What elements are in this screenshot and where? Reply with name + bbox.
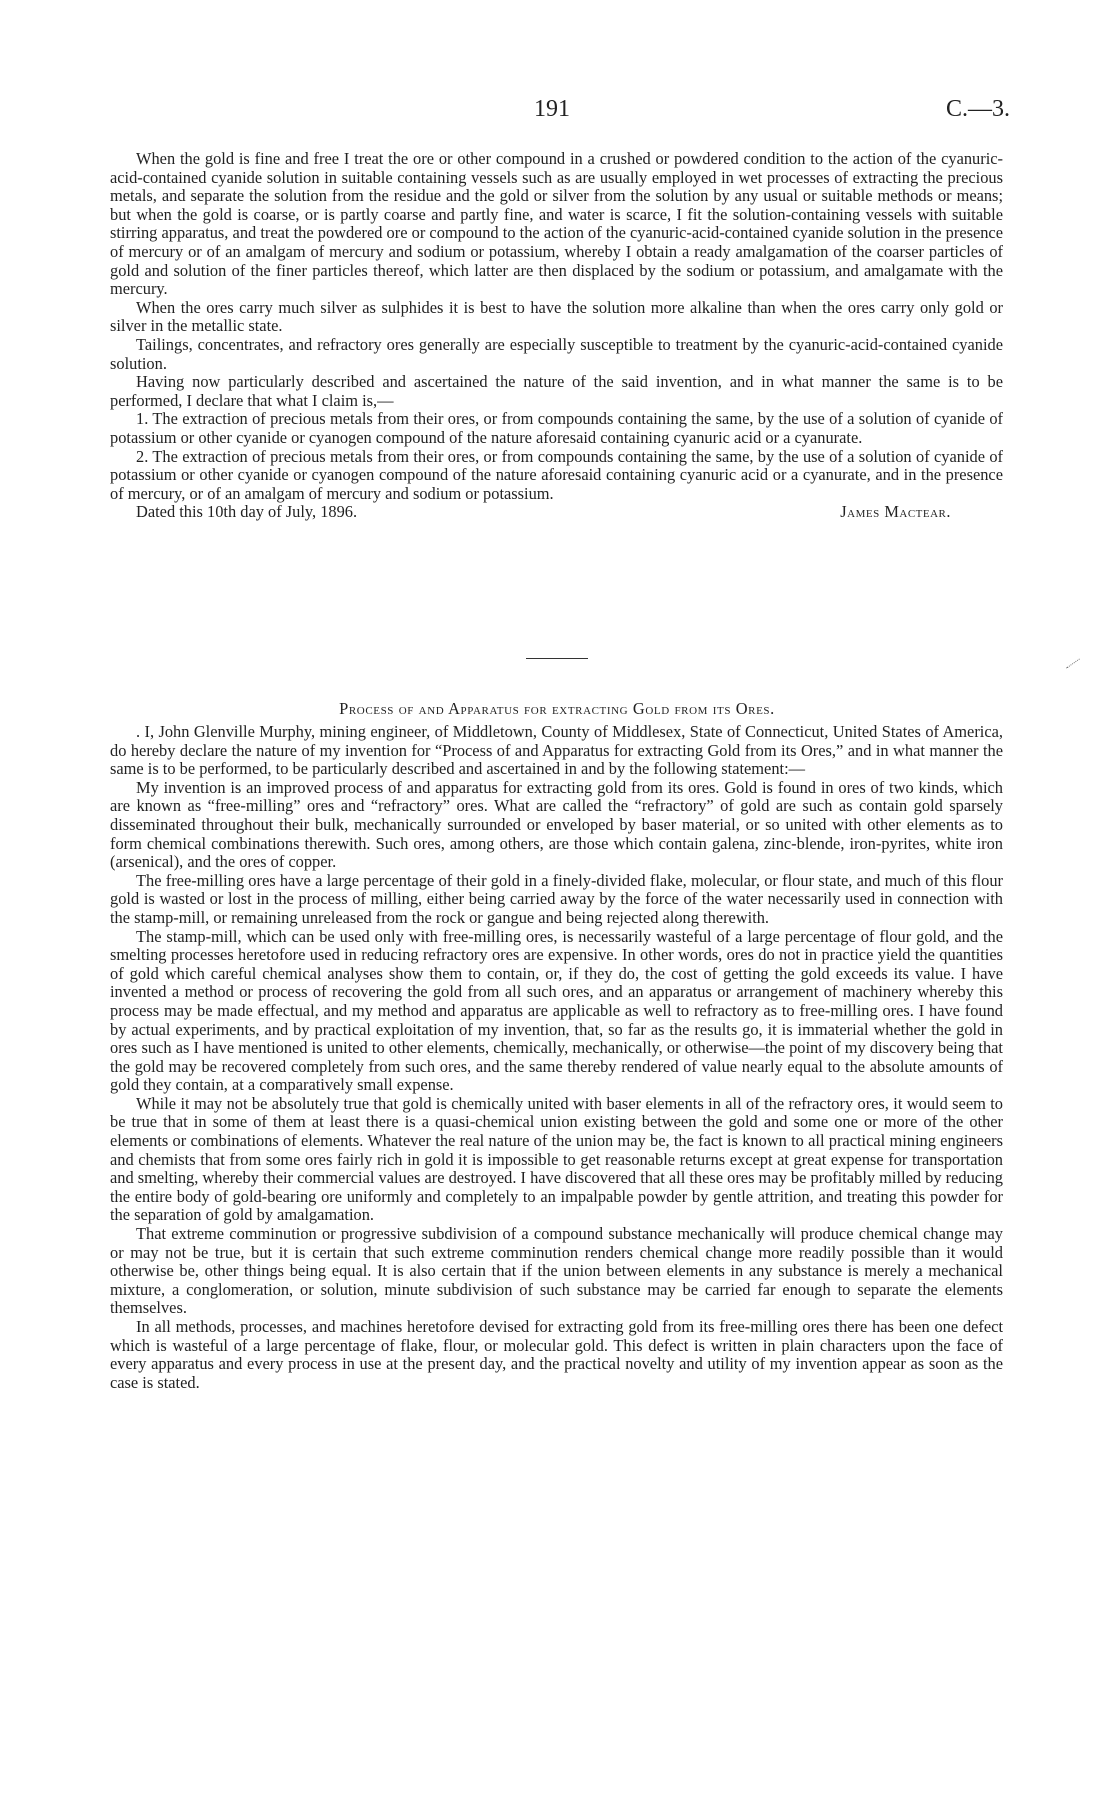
paragraph: While it may not be absolutely true that gold is chemically united with baser elements in all of the refractory ores, it would seem to be true that in some of them at least there is a quasi-chemical union existing between the gold and some one or more of the other elements or combinations of elements. Whatever the real nature of the union may be, the fact is known to all practical mining engineers and chemists that from some ores fairly rich in gold it is impossible to get reasonable returns except at great expense for transportation and smelting, whereby their commercial values are destroyed. I have discovered that all these ores may be profitably milled by reducing the entire body of gold-bearing ore uniformly and completely to an impalpable powder by gentle attrition, and treating this powder for the separation of gold by amalgamation. — [110, 1093, 1003, 1225]
paragraph: . I, John Glenville Murphy, mining engineer, of Middletown, County of Middlesex, State of Connecticut, United States of America, do hereby declare the nature of my invention for “Process of and Apparatus for extracting Gold from its Ores,” and in what manner the same is to be performed, to be particularly described and ascertained in and by the following statement:— — [110, 722, 1003, 779]
date-line: Dated this 10th day of July, 1896. — [136, 502, 358, 522]
paragraph: In all methods, processes, and machines heretofore devised for extracting gold from its free-milling ores there has been one defect which is wasteful of a large percentage of flake, flour, or molecular gold. This defect is written in plain characters upon the face of every apparatus and every process in use at the present day, and the practical novelty and utility of my invention appear as soon as the case is stated. — [110, 1317, 1003, 1392]
signature-line — [110, 503, 1003, 522]
paragraph: The free-milling ores have a large percentage of their gold in a finely-divided flake, molecular, or flour state, and much of this flour gold is wasted or lost in the process of milling, either being carried away by the force of the water necessarily used in connection with the stamp-mill, or remaining unreleased from the rock or gangue and being rejected along therewith. — [110, 870, 1003, 927]
document-code: C.—3. — [946, 96, 1011, 122]
signatory-name: James Mactear. — [840, 502, 951, 522]
page-header — [0, 96, 1114, 126]
section-divider — [526, 658, 588, 659]
paragraph: When the ores carry much silver as sulphides it is best to have the solution more alkaline than when the ores carry only gold or silver in the metallic state. — [110, 297, 1003, 336]
paragraph: When the gold is fine and free I treat the ore or other compound in a crushed or powdered condition to the action of the cyanuric-acid-contained cyanide solution in suitable containing vessels such as are usually employed in wet processes of extracting the precious metals, and separate the solution from the residue and the gold or silver from the solution by any usual or suitable methods or means; but when the gold is coarse, or is partly coarse and partly fine, and water is scarce, I fit the solution-containing vessels with suitable stirring apparatus, and treat the powdered ore or compound to the action of the cyanuric-acid-contained cyanide solution in the presence of mercury or of an amalgam of mercury and sodium or potassium, whereby I obtain a ready amalgamation of the coarser particles of gold and solution of the finer particles thereof, which latter are then displaced by the sodium or potassium, and amalgamate with the mercury. — [110, 149, 1003, 299]
section-murphy-specification — [110, 723, 1003, 1392]
paragraph: That extreme comminution or progressive subdivision of a compound substance mechanically will produce chemical change may or may not be true, but it is certain that such extreme comminution renders chemical change more readily possible than it would otherwise be, other things being equal. It is also certain that if the union between elements in any substance is merely a mechanical mixture, a conglomeration, or solution, minute subdivision of such substance may be carried far enough to separate the elements themselves. — [110, 1224, 1003, 1318]
paragraph: Having now particularly described and ascertained the nature of the said invention, and in what manner the same is to be performed, I declare that what I claim is,— — [110, 372, 1003, 410]
paragraph: The stamp-mill, which can be used only with free-milling ores, is necessarily wasteful of a large percentage of flour gold, and the smelting processes heretofore used in reducing refractory ores are expensive. In other words, ores do not in practice yield the quantities of gold which careful chemical analyses show them to contain, or, if they do, the cost of getting the gold exceeds its value. I have invented a method or process of recovering the gold from all such ores, and an apparatus or arrangement of machinery whereby this process may be made effectual, and my method and apparatus are applicable as well to refractory as to free-milling ores. I have found by actual experiments, and by practical exploitation of my invention, that, so far as the results go, it is immaterial whether the gold in ores such as I have mentioned is united to other elements, chemically, mechanically, or otherwise—the point of my discovery being that the gold may be recovered completely from such ores, and the same thereby rendered of value nearly equal to the absolute amounts of gold they contain, at a comparatively small expense. — [110, 926, 1003, 1095]
stray-mark — [1066, 659, 1080, 669]
claim-1: 1. The extraction of precious metals from their ores, or from compounds containing the same, by the use of a solution of cyanide of potassium or other cyanide or cyanogen compound of the nature aforesaid containing cyanuric acid or a cyanurate. — [110, 409, 1003, 447]
section-heading: Process of and Apparatus for extracting Gold from its Ores. — [339, 699, 775, 718]
paragraph: Tailings, concentrates, and refractory ores generally are especially susceptible to treatment by the cyanuric-acid-contained cyanide solution. — [110, 334, 1003, 373]
claim-2: 2. The extraction of precious metals from their ores, or from compounds containing the same, by the use of a solution of cyanide of potassium or other cyanide or cyanogen compound of the nature aforesaid containing cyanuric acid or a cyanurate, and in the presence of mercury, or of an amalgam of mercury and sodium or potassium. — [110, 446, 1003, 503]
section-cyanide-claims — [110, 150, 1003, 522]
paragraph: My invention is an improved process of and apparatus for extracting gold from its ores. Gold is found in ores of two kinds, which are known as “free-milling” ores and “refractory” ores. What are called the “refractory” of gold are such as contain gold sparsely disseminated throughout their bulk, mechanically surrounded or enveloped by baser material, or so united with other elements as to form chemical combinations therewith. Such ores, among others, are those which contain galena, zinc-blende, iron-pyrites, white iron (arsenical), and the ores of copper. — [110, 777, 1003, 872]
page-number: 191 — [534, 96, 570, 122]
